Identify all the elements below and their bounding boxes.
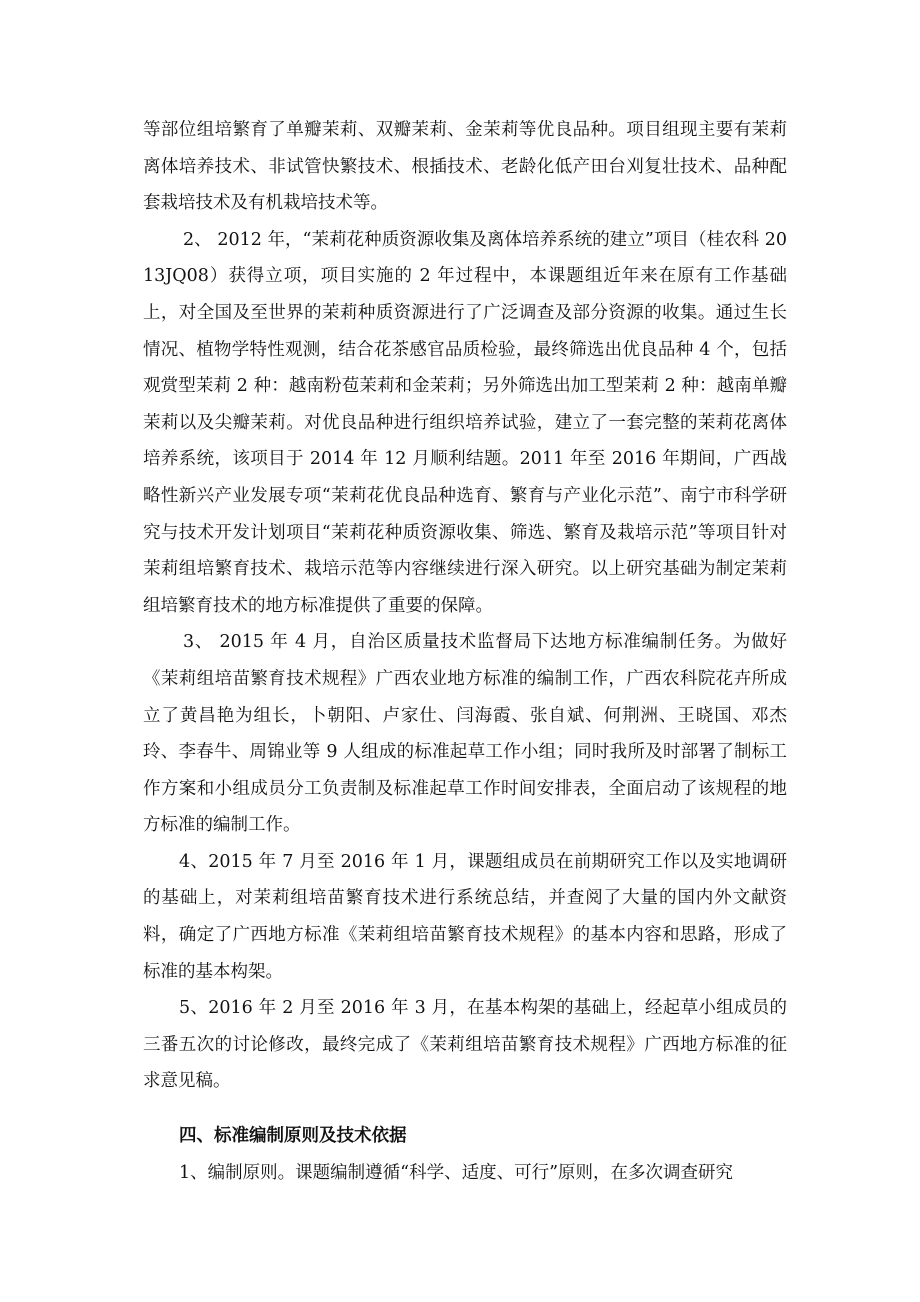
paragraph-continuation: 等部位组培繁育了单瓣茉莉、双瓣茉莉、金茉莉等优良品种。项目组现主要有茉莉离体培养技术、非试管快繁技术、根插技术、老龄化低产田台刈复壮技术、品种配套栽培技术及有机栽培技术等。	[143, 120, 787, 214]
section-gap	[143, 1100, 787, 1118]
paragraph-item-2: 2、 2012 年，“茉莉花种质资源收集及离体培养系统的建立”项目（桂农科 2013JQ08）获得立项，项目实施的 2 年过程中，本课题组近年来在原有工作基础上，对全国及至世界的茉莉种质资源进行了广泛调查及部分资源的收集。通过生长情况、植物学特性观测，结合花茶感官品质检验，最终筛选出优良品种 4 个，包括观赏型茉莉 2 种：越南粉苞茉莉和金茉莉；另外筛选出加工型茉莉 2 种：越南单瓣茉莉以及尖瓣茉莉。对优良品种进行组织培养试验，建立了一套完整的茉莉花离体培养系统，该项目于 2014 年 12 月顺利结题。2011 年至 2016 年期间，广西战略性新兴产业发展专项“茉莉花优良品种选育、繁育与产业化示范”、南宁市科学研究与技术开发计划项目“茉莉花种质资源收集、筛选、繁育及栽培示范”等项目针对茉莉组培繁育技术、栽培示范等内容继续进行深入研究。以上研究基础为制定茉莉组培繁育技术的地方标准提供了重要的保障。	[143, 229, 787, 616]
paragraph-item-3: 3、 2015 年 4 月，自治区质量技术监督局下达地方标准编制任务。为做好《茉莉组培苗繁育技术规程》广西农业地方标准的编制工作，广西农科院花卉所成立了黄昌艳为组长，卜朝阳、卢家仕、闫海霞、张自斌、何荆洲、王晓国、邓杰玲、李春牛、周锦业等 9 人组成的标准起草工作小组；同时我所及时部署了制标工作方案和小组成员分工负责制及标准起草工作时间安排表，全面启动了该规程的地方标准的编制工作。	[143, 632, 787, 836]
section-heading: 四、标准编制原则及技术依据	[179, 1126, 407, 1147]
paragraph-principle: 1、编制原则。课题编制遵循“科学、适度、可行”原则，在多次调查研究	[179, 1162, 734, 1183]
paragraph-item-5: 5、2016 年 2 月至 2016 年 3 月，在基本构架的基础上，经起草小组成员的三番五次的讨论修改，最终完成了《茉莉组培苗繁育技术规程》广西地方标准的征求意见稿。	[143, 998, 787, 1092]
document-body	[143, 112, 787, 1191]
paragraph-item-4: 4、2015 年 7 月至 2016 年 1 月，课题组成员在前期研究工作以及实地调研的基础上，对茉莉组培苗繁育技术进行系统总结，并查阅了大量的国内外文献资料，确定了广西地方标准《茉莉组培苗繁育技术规程》的基本内容和思路，形成了标准的基本构架。	[143, 851, 787, 982]
